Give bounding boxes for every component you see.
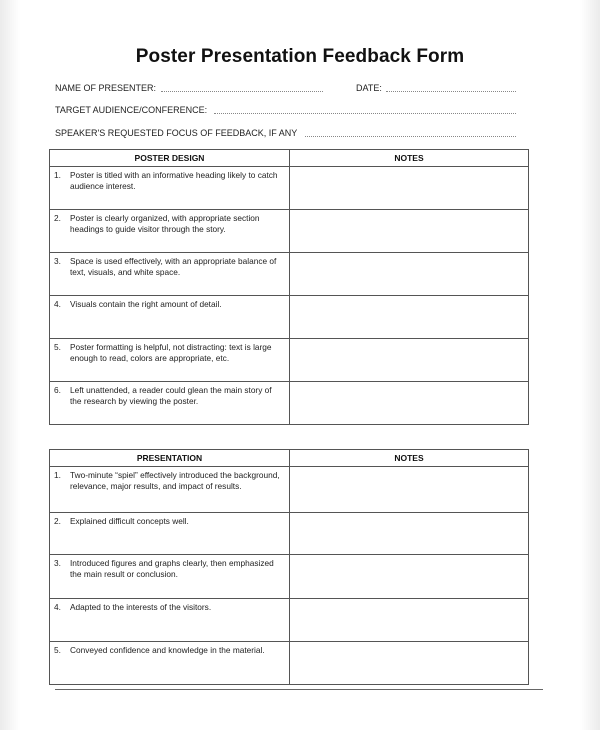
item-text: Poster formatting is helpful, not distracting: text is large enough to read, colors are appropriate, etc. [70, 342, 272, 363]
notes-header: NOTES [290, 450, 529, 467]
table-row [50, 210, 529, 253]
table-row [50, 382, 529, 425]
notes-cell[interactable] [290, 599, 529, 642]
notes-cell[interactable] [290, 555, 529, 599]
item-text: Explained difficult concepts well. [70, 516, 189, 526]
item-text: Left unattended, a reader could glean the main story of the research by viewing the poster. [70, 385, 272, 406]
item-text: Adapted to the interests of the visitors. [70, 602, 212, 612]
item-text: Visuals contain the right amount of detail. [70, 299, 222, 309]
date-field[interactable] [386, 91, 516, 92]
criterion-item [50, 642, 289, 656]
item-number: 2. [54, 516, 61, 526]
criterion-item [50, 599, 289, 613]
poster-design-table [49, 149, 529, 425]
notes-cell[interactable] [290, 382, 529, 425]
table-row [50, 555, 529, 599]
criterion-item [50, 253, 289, 278]
notes-header: NOTES [290, 150, 529, 167]
item-number: 3. [54, 558, 61, 568]
audience-label: TARGET AUDIENCE/CONFERENCE: [55, 105, 208, 115]
criterion-item [50, 210, 289, 235]
notes-cell[interactable] [290, 210, 529, 253]
table-row [50, 599, 529, 642]
item-number: 6. [54, 385, 61, 395]
item-text: Poster is titled with an informative heading likely to catch audience interest. [70, 170, 278, 191]
table-row [50, 467, 529, 513]
item-number: 5. [54, 342, 61, 352]
table-row [50, 296, 529, 339]
criterion-item [50, 382, 289, 407]
criterion-item [50, 555, 289, 580]
notes-cell[interactable] [290, 467, 529, 513]
criterion-item [50, 296, 289, 310]
table-row [50, 513, 529, 555]
table-row [50, 167, 529, 210]
item-text: Poster is clearly organized, with appropriate section headings to guide visitor through the story. [70, 213, 260, 234]
focus-field[interactable] [305, 136, 516, 137]
focus-label: SPEAKER'S REQUESTED FOCUS OF FEEDBACK, IF ANY [55, 128, 298, 138]
criterion-item [50, 339, 289, 364]
form-title: Poster Presentation Feedback Form [135, 46, 465, 67]
presenter-label: NAME OF PRESENTER: [55, 83, 157, 93]
notes-cell[interactable] [290, 339, 529, 382]
criterion-item [50, 167, 289, 192]
notes-cell[interactable] [290, 513, 529, 555]
presenter-field[interactable] [161, 91, 323, 92]
item-text: Two-minute “spiel” effectively introduced the background, relevance, major results, and impact of results. [70, 470, 280, 491]
presentation-header: PRESENTATION [50, 450, 290, 467]
item-number: 4. [54, 602, 61, 612]
notes-cell[interactable] [290, 167, 529, 210]
table-row [50, 339, 529, 382]
notes-cell[interactable] [290, 642, 529, 685]
item-number: 1. [54, 470, 61, 480]
item-text: Introduced figures and graphs clearly, then emphasized the main result or conclusion. [70, 558, 274, 579]
poster-design-header: POSTER DESIGN [50, 150, 290, 167]
audience-field[interactable] [214, 113, 516, 114]
presentation-table [49, 449, 529, 685]
item-number: 5. [54, 645, 61, 655]
criterion-item [50, 467, 289, 492]
table-row [50, 642, 529, 685]
table-header-row [50, 450, 529, 467]
item-text: Conveyed confidence and knowledge in the material. [70, 645, 265, 655]
item-number: 4. [54, 299, 61, 309]
notes-cell[interactable] [290, 253, 529, 296]
bottom-divider [55, 689, 543, 690]
date-label: DATE: [356, 83, 382, 93]
table-header-row [50, 150, 529, 167]
criterion-item [50, 513, 289, 527]
item-number: 2. [54, 213, 61, 223]
item-text: Space is used effectively, with an appropriate balance of text, visuals, and white space. [70, 256, 277, 277]
item-number: 3. [54, 256, 61, 266]
notes-cell[interactable] [290, 296, 529, 339]
table-row [50, 253, 529, 296]
item-number: 1. [54, 170, 61, 180]
